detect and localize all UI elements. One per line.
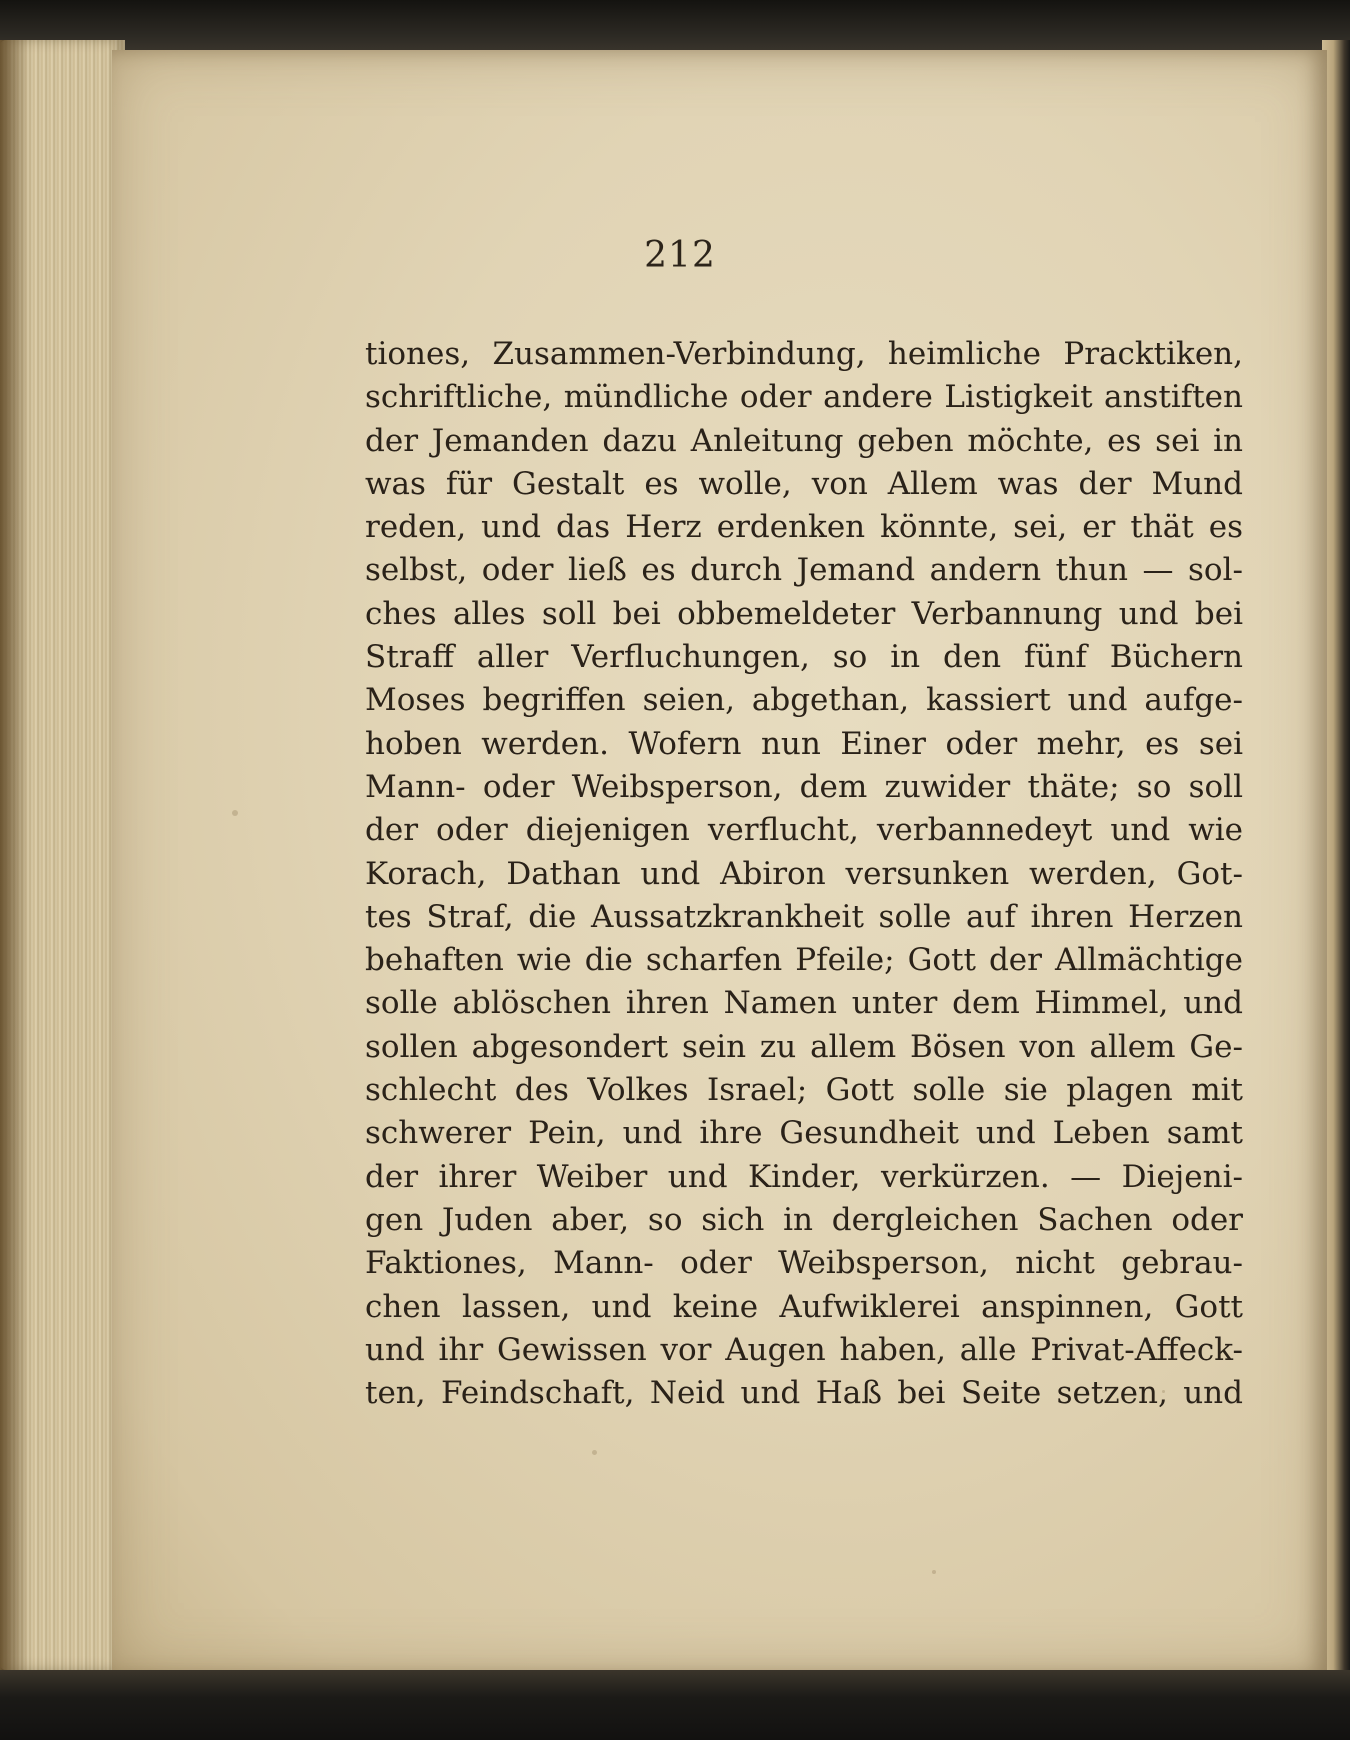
text-line: was für Gestalt es wolle, von Allem was der Mund	[365, 465, 1243, 502]
text-line: und ihr Gewissen vor Augen haben, alle Privat-Affeck-	[365, 1331, 1243, 1368]
text-line: schwerer Pein, und ihre Gesundheit und Leben samt	[365, 1115, 1243, 1152]
page-number: 212	[644, 235, 716, 276]
body-text	[365, 333, 1243, 1415]
text-line: der Jemanden dazu Anleitung geben möchte, es sei in	[365, 422, 1243, 459]
text-line: Straff aller Verfluchungen, so in den fünf Büchern	[365, 639, 1243, 676]
text-line: tes Straf, die Aussatzkrankheit solle auf ihren Herzen	[365, 898, 1243, 935]
stacked-page-edges	[0, 40, 125, 1670]
text-line: Moses begriffen seien, abgethan, kassiert und aufge-	[365, 682, 1243, 719]
text-line: Mann- oder Weibsperson, dem zuwider thäte; so soll	[365, 768, 1243, 805]
text-line: hoben werden. Wofern nun Einer oder mehr, es sei	[365, 725, 1243, 762]
text-line: behaften wie die scharfen Pfeile; Gott der Allmächtige	[365, 942, 1243, 979]
text-line: Korach, Dathan und Abiron versunken werden, Got-	[365, 855, 1243, 892]
text-line: reden, und das Herz erdenken könnte, sei, er thät es	[365, 509, 1243, 546]
book-cover-bottom-edge	[0, 1670, 1350, 1740]
text-line: der ihrer Weiber und Kinder, verkürzen. — Diejeni-	[365, 1158, 1243, 1195]
text-line: solle ablöschen ihren Namen unter dem Himmel, und	[365, 985, 1243, 1022]
text-line: schlecht des Volkes Israel; Gott solle sie plagen mit	[365, 1072, 1243, 1109]
text-line: gen Juden aber, so sich in dergleichen Sachen oder	[365, 1201, 1243, 1238]
text-line: schriftliche, mündliche oder andere Listigkeit anstiften	[365, 379, 1243, 416]
text-line: selbst, oder ließ es durch Jemand andern thun — sol-	[365, 552, 1243, 589]
text-line: ches alles soll bei obbemeldeter Verbannung und bei	[365, 595, 1243, 632]
text-line: der oder diejenigen verflucht, verbannedeyt und wie	[365, 812, 1243, 849]
book-cover-top-edge	[0, 0, 1350, 52]
text-line: chen lassen, und keine Aufwiklerei anspinnen, Gott	[365, 1288, 1243, 1325]
text-line: ten, Feindschaft, Neid und Haß bei Seite setzen, und	[365, 1375, 1243, 1412]
text-line: tiones, Zusammen-Verbindung, heimliche Pracktiken,	[365, 336, 1243, 372]
text-line: sollen abgesondert sein zu allem Bösen von allem Ge-	[365, 1028, 1243, 1065]
text-line: Faktiones, Mann- oder Weibsperson, nicht gebrau-	[365, 1245, 1243, 1282]
